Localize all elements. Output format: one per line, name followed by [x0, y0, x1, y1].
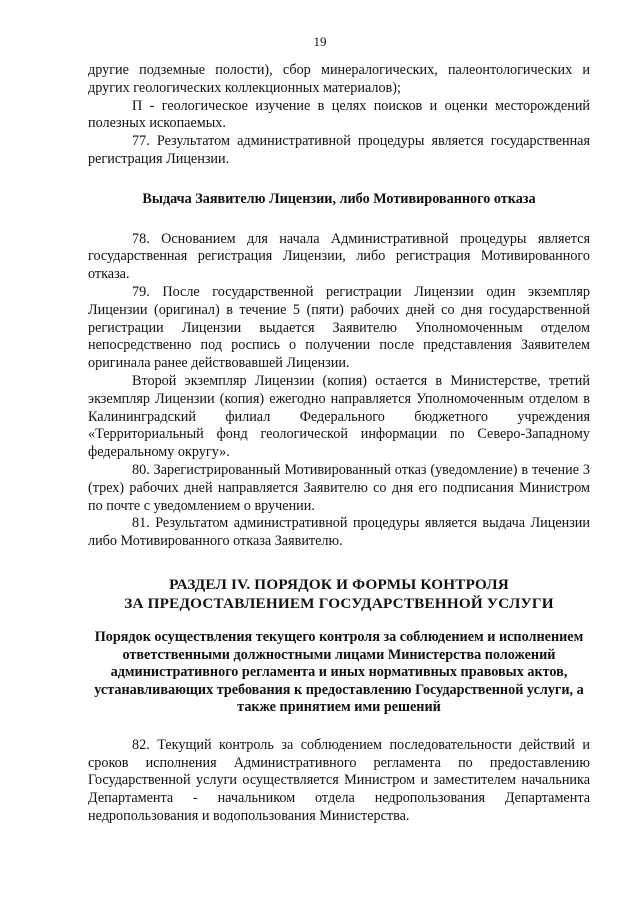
heading-issue-license: Выдача Заявителю Лицензии, либо Мотивированного отказа: [142, 190, 536, 207]
paragraph-79: 79. После государственной регистрации Лицензии один экземпляр Лицензии (оригинал) в течение 5 (пяти) рабочих дней со дня государственной регистрации Лицензии выдается Заявителю Уполномоченным отделом непосредственно под роспись о получении после представления Заявителем оригинала ранее действовавшей Лицензии.: [88, 283, 590, 372]
section-heading-line1: РАЗДЕЛ IV. ПОРЯДОК И ФОРМЫ КОНТРОЛЯ: [169, 575, 509, 593]
page-number: 19: [313, 34, 327, 49]
paragraph-continuation: другие подземные полости), сбор минералогических, палеонтологических и других геологических коллекционных материалов);: [88, 62, 590, 96]
section-heading-line2: ЗА ПРЕДОСТАВЛЕНИЕМ ГОСУДАРСТВЕННОЙ УСЛУГИ: [124, 594, 554, 612]
paragraph-81: 81. Результатом административной процедуры является выдача Лицензии либо Мотивированного отказа Заявителю.: [88, 515, 590, 550]
paragraph-78: 78. Основанием для начала Административной процедуры является государственная регистрация Лицензии, либо регистрация Мотивированного отказа.: [88, 230, 590, 283]
subheading-control: Порядок осуществления текущего контроля за соблюдением и исполнением ответственными должностными лицами Министерства положений административного регламента и иных нормативных правовых актов, устанавливающих требования к предоставлению Государственной услуги, а также принятием ими решений: [94, 628, 584, 716]
paragraph-80: 80. Зарегистрированный Мотивированный отказ (уведомление) в течение 3 (трех) рабочих дней направляется Заявителю со дня его подписания Министром по почте с уведомлением о вручении.: [88, 461, 590, 514]
paragraph-second-copy: Второй экземпляр Лицензии (копия) остается в Министерстве, третий экземпляр Лицензии (копия) ежегодно направляется Уполномоченным отделом в Калининградский филиал Федерального бюджетного учреждения «Территориальный фонд геологической информации по Северо-Западному федеральному округу».: [88, 372, 590, 461]
paragraph-82: 82. Текущий контроль за соблюдением последовательности действий и сроков исполнения Административного регламента по предоставлению Государственной услуги осуществляется Министром и заместителем начальника Департамента - начальником отдела недропользования Департамента недропользования и водопользования Министерства.: [88, 736, 590, 825]
paragraph-77: 77. Результатом административной процедуры является государственная регистрация Лицензии.: [88, 133, 590, 167]
paragraph-item-p: П - геологическое изучение в целях поисков и оценки месторождений полезных ископаемых.: [88, 97, 590, 132]
document-body: [88, 62, 590, 826]
section-heading: [88, 575, 590, 613]
